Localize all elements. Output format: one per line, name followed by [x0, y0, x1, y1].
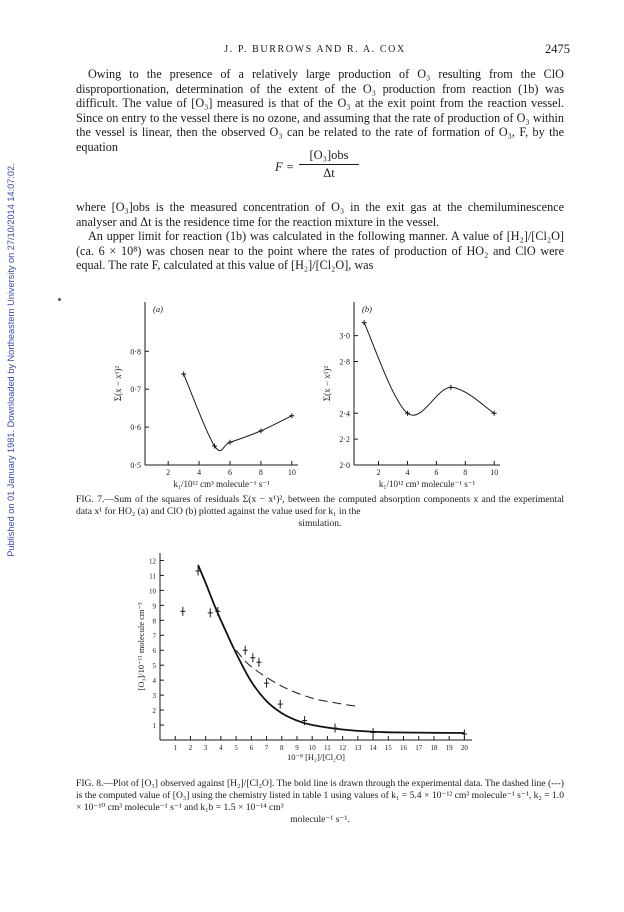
- fig8-x-tick-label: 18: [430, 744, 438, 752]
- fig7a-x-tick-label: 2: [166, 468, 171, 477]
- fig7a-x-tick-label: 10: [287, 468, 296, 477]
- fig8-x-tick-label: 14: [369, 744, 377, 752]
- fig8-x-tick-label: 11: [324, 744, 331, 752]
- fig8-y-tick-label: 2: [152, 707, 156, 716]
- paragraph-1: Owing to the presence of a relatively large production of O₃ resulting from the ClO disproportionation, determination of the extent of the O₃ production from reaction (1b) was difficult. The value of [O₃] measured is that of the O₃ at the exit point from the reaction vessel. Since on entry to the vessel there is no ozone, and assuming that the rate of production of O₃ within the vessel is linear, then the observed O₃ can be related to the rate of formation of O₃, F, by the equation: [76, 67, 564, 154]
- fig8-x-tick-label: 10: [308, 744, 316, 752]
- fig7b-x-tick-label: 10: [490, 468, 499, 477]
- fig8-x-tick-label: 2: [188, 744, 193, 752]
- fig8-y-tick-label: 12: [149, 557, 156, 566]
- fig8-x-tick-label: 1: [173, 744, 177, 752]
- fig7a-y-axis-label: Σ(x − x¹)²: [113, 365, 123, 402]
- fig8-x-tick-label: 13: [354, 744, 362, 752]
- fig8-x-tick-label: 12: [339, 744, 347, 752]
- equation-numerator: [O₃]obs: [309, 148, 349, 162]
- paragraph-3: An upper limit for reaction (1b) was calculated in the following manner. A value of [H₂]/[Cl₂O] (ca. 6 × 10⁸) was chosen near to the point where the rates of production of HO₂ and ClO were equal. The rate F, calculated at this value of [H₂]/[Cl₂O], was: [76, 229, 564, 273]
- paragraph-2: where [O₃]obs is the measured concentration of O₃ in the exit gas at the chemiluminescence analyser and Δt is the residence time for the reaction mixture in the vessel.: [76, 200, 564, 229]
- fig7b-y-tick-label: 2·8: [339, 357, 350, 367]
- download-watermark-text: Published on 01 January 1981. Downloaded by Northeastern University on 27/10/2014 14:07:02.: [6, 163, 16, 557]
- fig8-x-tick-label: 20: [460, 744, 468, 752]
- fig7a-x-tick-label: 4: [197, 468, 202, 477]
- fig7-caption: [76, 494, 564, 530]
- fig8-x-tick-label: 9: [295, 744, 299, 752]
- fig8-x-axis-label: 10⁻⁸ [H₂]/[Cl₂O]: [287, 752, 345, 762]
- fig8-y-tick-label: 3: [152, 692, 156, 701]
- fig7b-y-tick-label: 3·0: [339, 331, 350, 341]
- fig7-caption-last-line: simulation.: [298, 518, 342, 529]
- fig7-caption-text: FIG. 7.—Sum of the squares of residuals Σ(x − x¹)², between the computed absorption components x and the experimental data x¹ for HO₂ (a) and ClO (b) plotted against the value used for k₁ in the: [76, 494, 564, 517]
- fig7a-y-tick-label: 0·5: [130, 461, 141, 470]
- fig8-y-tick-label: 11: [149, 572, 156, 581]
- fig8-y-tick-label: 6: [152, 647, 156, 656]
- fig8-x-tick-label: 7: [264, 744, 269, 752]
- fig7a-y-tick-label: 0·7: [130, 385, 141, 395]
- fig8-x-tick-label: 15: [384, 744, 392, 752]
- page-number: 2475: [545, 42, 570, 56]
- fig8-x-tick-label: 5: [234, 744, 238, 752]
- equation-denominator: Δt: [323, 166, 335, 180]
- fig7a-x-tick-label: 6: [228, 468, 232, 477]
- fig8-y-tick-label: 8: [152, 617, 156, 626]
- fig8-dashed-line: [236, 650, 358, 706]
- fig8-x-tick-label: 16: [400, 744, 408, 752]
- running-title: J. P. BURROWS AND R. A. COX: [224, 44, 406, 55]
- fig8-y-tick-label: 4: [152, 677, 156, 686]
- fig8-y-tick-label: 1: [152, 722, 156, 731]
- fig8-y-tick-label: 7: [152, 632, 156, 641]
- fig8-caption-last-line: molecule⁻¹ s⁻¹.: [290, 814, 350, 825]
- fig8-x-tick-label: 6: [249, 744, 254, 752]
- fig8-x-tick-label: 17: [415, 744, 423, 752]
- fig7b-x-axis-label: k₁/10¹² cm³ molecule⁻¹ s⁻¹: [378, 479, 476, 489]
- fig7a-y-tick-label: 0·6: [130, 423, 141, 433]
- fig7b-panel-label: (b): [362, 304, 372, 314]
- fig7a-panel-label: (a): [153, 304, 163, 314]
- fig7a-x-tick-label: 8: [258, 468, 263, 477]
- fig7b-x-tick-label: 6: [434, 468, 439, 477]
- equation-lhs: F =: [275, 160, 295, 174]
- fig7b-y-tick-label: 2·2: [339, 435, 350, 445]
- fig8-y-tick-label: 5: [152, 662, 156, 671]
- fig7b-x-tick-label: 2: [376, 468, 381, 477]
- fig7a-y-tick-label: 0·8: [130, 347, 141, 357]
- fig8-y-tick-label: 9: [152, 602, 156, 611]
- fig7a-curve: [184, 374, 292, 451]
- fig7b-x-tick-label: 8: [463, 468, 468, 477]
- fig8-x-tick-label: 3: [203, 744, 208, 752]
- fig7b-x-tick-label: 4: [405, 468, 410, 477]
- fig8-y-axis-label: [O₃]/10⁻¹¹ molecule cm⁻³: [136, 602, 146, 691]
- fig7b-y-axis-label: Σ(x − x¹)²: [322, 365, 332, 402]
- fig8-y-tick-label: 10: [149, 587, 156, 596]
- fig8-caption: [76, 778, 564, 826]
- fig8-x-tick-label: 19: [445, 744, 453, 752]
- fig7b-y-tick-label: 2·4: [339, 409, 350, 419]
- fig8-x-tick-label: 8: [280, 744, 284, 752]
- fig8-x-tick-label: 4: [219, 744, 223, 752]
- fig7b-curve: [364, 323, 494, 416]
- fig7b-y-tick-label: 2·0: [339, 461, 350, 470]
- fig8-bold-line: [198, 565, 464, 733]
- fig7a-x-axis-label: k₁/10¹² cm³ molecule⁻¹ s⁻¹: [173, 479, 270, 489]
- fig8-caption-text: FIG. 8.—Plot of [O₃] observed against [H₂]/[Cl₂O]. The bold line is drawn through the experimental data. The dashed line (---) is the computed value of [O₃] using the chemistry listed in table 1 using values of k₁ = 5.4 × 10⁻¹² cm³ molecule⁻¹ s⁻¹, k₂ = 1.0 × 10⁻¹⁰ cm³ molecule⁻¹ s⁻¹ and k₁b = 1.5 × 10⁻¹⁴ cm³: [76, 778, 564, 813]
